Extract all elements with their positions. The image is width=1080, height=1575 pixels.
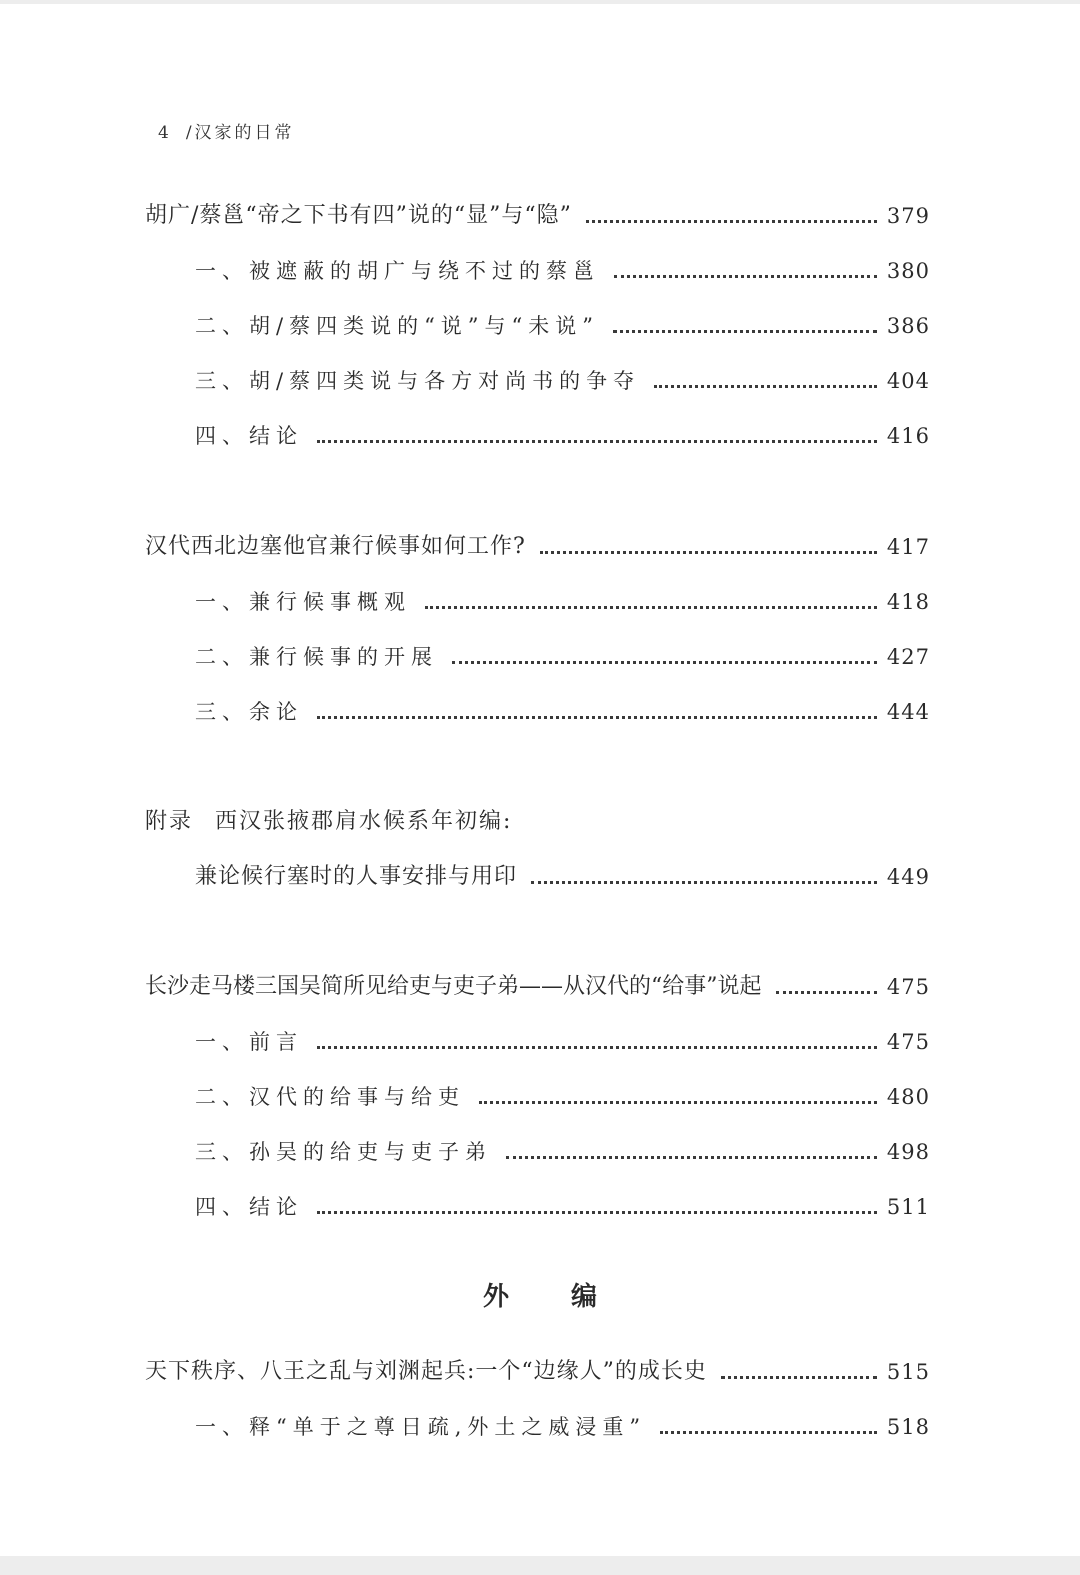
header-running-title: /汉家的日常	[185, 123, 295, 143]
toc-entry-title: 二、胡/蔡四类说的“说”与“未说”	[195, 314, 600, 338]
dot-leader	[425, 606, 877, 609]
toc-page-number: 518	[886, 1415, 930, 1439]
toc-page-number: 515	[886, 1360, 930, 1384]
toc-entry-chapter	[145, 530, 930, 564]
dot-leader	[776, 991, 877, 994]
dot-leader	[660, 1431, 877, 1434]
appendix-label: 附录	[145, 809, 194, 834]
toc-entry-section	[195, 640, 930, 674]
toc-page-number: 444	[886, 700, 930, 724]
toc-entry-section	[195, 1190, 930, 1224]
toc-entry-chapter	[145, 1355, 930, 1389]
toc-page-number: 379	[886, 204, 930, 228]
toc-entry-section	[195, 309, 930, 343]
toc-entry-section	[195, 1080, 930, 1114]
book-page	[0, 4, 1080, 1556]
section-heading-outer: 外编	[482, 1282, 659, 1312]
dot-leader	[531, 881, 877, 884]
toc-entry-title: 天下秩序、八王之乱与刘渊起兵:一个“边缘人”的成长史	[145, 1359, 707, 1384]
dot-leader	[614, 275, 877, 278]
toc-page-number: 380	[886, 259, 930, 283]
running-header	[158, 118, 295, 143]
toc-entry-title: 三、余论	[195, 700, 303, 724]
toc-entry-title: 四、结论	[195, 1195, 303, 1219]
toc-entry-section	[195, 419, 930, 453]
toc-entry-title: 汉代西北边塞他官兼行候事如何工作?	[145, 534, 526, 559]
dot-leader	[317, 716, 877, 719]
toc-entry-section	[195, 254, 930, 288]
dot-leader	[586, 220, 877, 223]
dot-leader	[317, 1046, 877, 1049]
toc-entry-title: 长沙走马楼三国吴简所见给吏与吏子弟——从汉代的“给事”说起	[145, 974, 762, 999]
toc-page-number: 475	[886, 1030, 930, 1054]
toc-entry-section	[195, 695, 930, 729]
toc-page-number: 417	[886, 535, 930, 559]
toc-entry-section	[195, 1410, 930, 1444]
toc-entry-chapter	[145, 199, 930, 233]
toc-page-number: 498	[886, 1140, 930, 1164]
dot-leader	[479, 1101, 877, 1104]
toc-page-number: 511	[886, 1195, 930, 1219]
toc-entry-section	[195, 585, 930, 619]
toc-page-number: 427	[886, 645, 930, 669]
toc-entry-title: 一、前言	[195, 1030, 303, 1054]
toc-page-number: 416	[886, 424, 930, 448]
dot-leader	[721, 1376, 877, 1379]
dot-leader	[506, 1156, 877, 1159]
toc-entry-appendix	[195, 860, 930, 894]
toc-appendix-heading	[145, 805, 512, 839]
dot-leader	[317, 1211, 877, 1214]
toc-entry-title: 胡广/蔡邕“帝之下书有四”说的“显”与“隐”	[145, 203, 572, 228]
dot-leader	[654, 385, 877, 388]
dot-leader	[452, 661, 877, 664]
toc-entry-chapter	[145, 970, 930, 1004]
toc-entry-title: 一、兼行候事概观	[195, 590, 411, 614]
toc-page-number: 386	[886, 314, 930, 338]
toc-entry-title: 二、汉代的给事与给吏	[195, 1085, 465, 1109]
toc-entry-title: 一、被遮蔽的胡广与绕不过的蔡邕	[195, 259, 600, 283]
toc-entry-title: 四、结论	[195, 424, 303, 448]
dot-leader	[540, 551, 877, 554]
appendix-title: 西汉张掖郡肩水候系年初编:	[215, 809, 513, 834]
toc-page-number: 418	[886, 590, 930, 614]
dot-leader	[317, 440, 877, 443]
toc-entry-section	[195, 364, 930, 398]
toc-entry-title: 三、胡/蔡四类说与各方对尚书的争夺	[195, 369, 641, 393]
toc-entry-title: 三、孙吴的给吏与吏子弟	[195, 1140, 492, 1164]
header-page-number: 4	[158, 123, 172, 143]
toc-entry-title: 一、释“单于之尊日疏,外土之威浸重”	[195, 1415, 647, 1439]
toc-page-number: 475	[886, 975, 930, 999]
toc-page-number: 449	[886, 865, 930, 889]
toc-entry-title: 兼论候行塞时的人事安排与用印	[195, 864, 518, 889]
toc-entry-section	[195, 1025, 930, 1059]
dot-leader	[613, 330, 877, 333]
toc-page-number: 480	[886, 1085, 930, 1109]
toc-entry-title: 二、兼行候事的开展	[195, 645, 438, 669]
toc-entry-section	[195, 1135, 930, 1169]
toc-page-number: 404	[886, 369, 930, 393]
